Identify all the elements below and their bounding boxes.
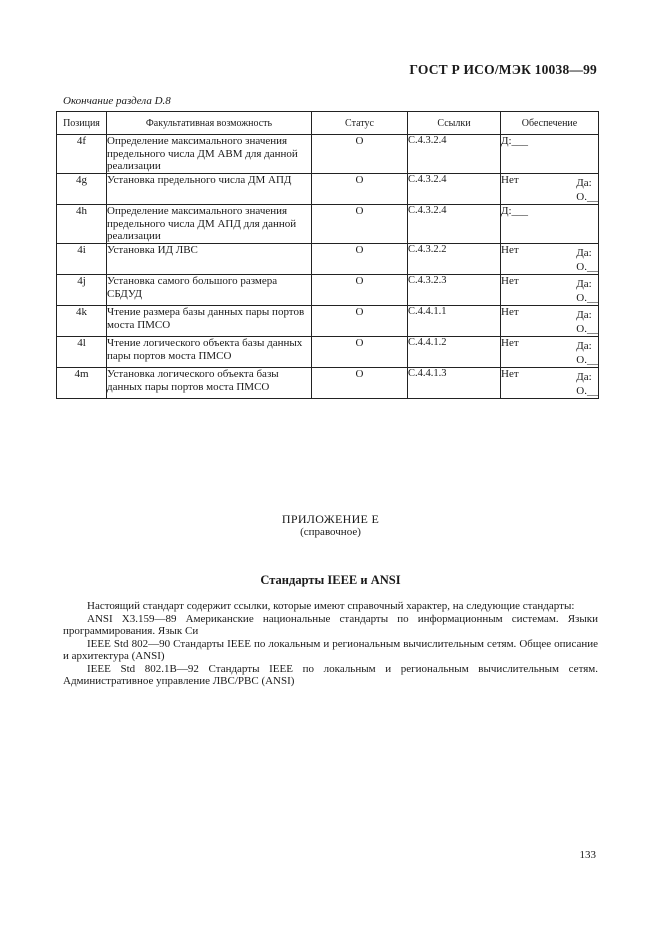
- support-o: О.__: [576, 191, 598, 203]
- cell-support: [501, 205, 599, 244]
- cell-status: O: [312, 368, 408, 399]
- col-header-position: Позиция: [57, 112, 107, 135]
- cell-position: 4l: [57, 337, 107, 368]
- document-header: ГОСТ Р ИСО/МЭК 10038—99: [409, 62, 597, 77]
- cell-reference: С.4.4.1.2: [408, 337, 501, 368]
- support-o: О.__: [576, 323, 598, 335]
- col-header-references: Ссылки: [408, 112, 501, 135]
- cell-support: [501, 306, 599, 337]
- cell-feature: Определение максимального значения предельного числа ДМ АПД для данной реализации: [107, 205, 312, 244]
- table-row: [57, 337, 599, 368]
- cell-reference: С.4.4.1.3: [408, 368, 501, 399]
- cell-reference: С.4.3.2.4: [408, 135, 501, 174]
- table-row: [57, 275, 599, 306]
- support-yes: Да:: [576, 340, 592, 352]
- cell-feature: Чтение логического объекта базы данных пары портов моста ПМСО: [107, 337, 312, 368]
- cell-feature: Чтение размера базы данных пары портов моста ПМСО: [107, 306, 312, 337]
- table-header-row: [57, 112, 599, 135]
- support-o: О.__: [576, 292, 598, 304]
- standards-title: Стандарты IEEE и ANSI: [260, 573, 401, 587]
- cell-support: [501, 337, 599, 368]
- support-answer: Нет: [501, 306, 519, 318]
- cell-support: [501, 174, 599, 205]
- paragraph: ANSI X3.159—89 Американские национальные стандарты по информационным системам. Языки программирования. Язык Си: [63, 612, 598, 637]
- cell-reference: С.4.3.2.4: [408, 205, 501, 244]
- support-o: О.__: [576, 354, 598, 366]
- support-o: О.__: [576, 261, 598, 273]
- appendix-subtitle: (справочное): [300, 526, 361, 538]
- cell-feature: Определение максимального значения предельного числа ДМ АВМ для данной реализации: [107, 135, 312, 174]
- paragraph: IEEE Std 802.1B—92 Стандарты IEEE по локальным и региональным вычислительным сетям. Административное управление ЛВС/РВС (ANSI): [63, 662, 598, 687]
- features-table: [56, 111, 599, 399]
- support-yes: Да:: [576, 278, 592, 290]
- support-yes: Да:: [576, 309, 592, 321]
- cell-status: O: [312, 337, 408, 368]
- table-row: [57, 205, 599, 244]
- support-answer: Нет: [501, 174, 519, 186]
- table-row: [57, 306, 599, 337]
- cell-support: [501, 368, 599, 399]
- cell-position: 4h: [57, 205, 107, 244]
- appendix-heading: [0, 513, 661, 539]
- paragraph: IEEE Std 802—90 Стандарты IEEE по локальным и региональным вычислительным сетям. Общее описание и архитектура (ANSI): [63, 637, 598, 662]
- support-answer: Нет: [501, 337, 519, 349]
- page-number: 133: [579, 849, 596, 861]
- cell-feature: Установка предельного числа ДМ АПД: [107, 174, 312, 205]
- cell-status: O: [312, 275, 408, 306]
- support-answer: Нет: [501, 368, 519, 380]
- support-answer: Нет: [501, 244, 519, 256]
- cell-position: 4g: [57, 174, 107, 205]
- col-header-feature: Факультативная возможность: [107, 112, 312, 135]
- col-header-status: Статус: [312, 112, 408, 135]
- cell-position: 4k: [57, 306, 107, 337]
- cell-feature: Установка ИД ЛВС: [107, 244, 312, 275]
- cell-feature: Установка самого большого размера СБДУД: [107, 275, 312, 306]
- appendix-title: ПРИЛОЖЕНИЕ Е: [281, 512, 380, 526]
- cell-status: O: [312, 174, 408, 205]
- cell-position: 4j: [57, 275, 107, 306]
- cell-position: 4f: [57, 135, 107, 174]
- cell-position: 4i: [57, 244, 107, 275]
- support-answer: Д:___: [501, 205, 529, 217]
- paragraph: Настоящий стандарт содержит ссылки, которые имеют справочный характер, на следующие стандарты:: [87, 600, 575, 612]
- standards-body: [63, 600, 598, 688]
- support-yes: Да:: [576, 247, 592, 259]
- table-row: [57, 244, 599, 275]
- support-yes: Да:: [576, 177, 592, 189]
- cell-support: [501, 275, 599, 306]
- cell-support: [501, 244, 599, 275]
- cell-reference: С.4.3.2.4: [408, 174, 501, 205]
- support-yes: Да:: [576, 371, 592, 383]
- cell-status: O: [312, 306, 408, 337]
- cell-status: O: [312, 135, 408, 174]
- col-header-support: Обеспечение: [501, 112, 599, 135]
- cell-position: 4m: [57, 368, 107, 399]
- support-answer: Нет: [501, 275, 519, 287]
- table-row: [57, 174, 599, 205]
- cell-status: O: [312, 205, 408, 244]
- support-o: О.__: [576, 385, 598, 397]
- cell-reference: С.4.3.2.2: [408, 244, 501, 275]
- table-row: [57, 135, 599, 174]
- cell-feature: Установка логического объекта базы данных пары портов моста ПМСО: [107, 368, 312, 399]
- section-end-caption: Окончание раздела D.8: [63, 95, 171, 107]
- cell-reference: С.4.4.1.1: [408, 306, 501, 337]
- support-answer: Д:___: [501, 135, 529, 147]
- cell-status: O: [312, 244, 408, 275]
- cell-reference: С.4.3.2.3: [408, 275, 501, 306]
- table-row: [57, 368, 599, 399]
- cell-support: [501, 135, 599, 174]
